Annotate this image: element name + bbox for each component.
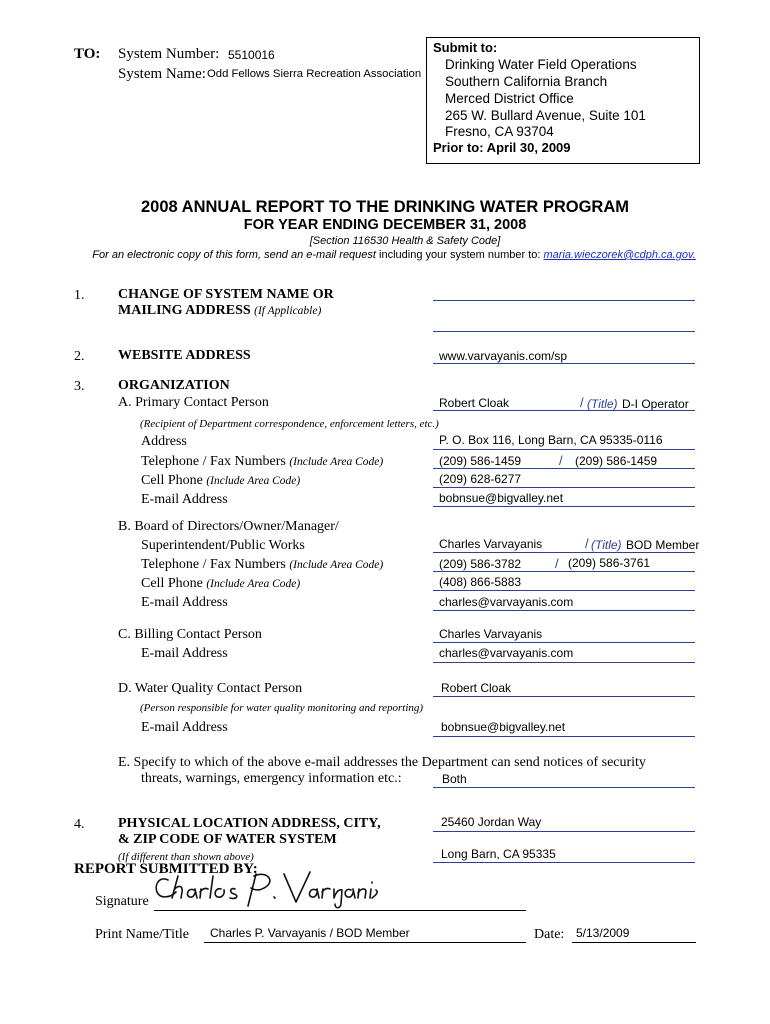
- notices-question: E. Specify to which of the above e-mail addresses the Department can send notices of security: [118, 755, 646, 770]
- email-value: charles@varvayanis.com: [439, 595, 574, 609]
- email-field[interactable]: [433, 506, 695, 507]
- board-contact-field[interactable]: [433, 552, 695, 553]
- notices-value: Both: [442, 772, 467, 786]
- cell-phone-label: [141, 576, 300, 592]
- date-field[interactable]: [572, 942, 696, 943]
- section-3-number: 3.: [74, 379, 85, 394]
- title-separator: /: [580, 395, 584, 410]
- telephone-value: (209) 586-1459: [439, 454, 522, 468]
- print-name-value: Charles P. Varvayanis / BOD Member: [210, 926, 410, 940]
- address-label: Address: [141, 434, 187, 449]
- water-quality-contact-name: Robert Cloak: [441, 681, 512, 695]
- board-contact-name: Charles Varvayanis: [439, 537, 543, 551]
- email-label: E-mail Address: [141, 720, 228, 735]
- submit-line: Merced District Office: [445, 91, 574, 106]
- email-field[interactable]: [433, 662, 695, 663]
- water-quality-contact-field[interactable]: [433, 696, 695, 697]
- to-label: TO:: [74, 46, 101, 62]
- physical-city-field[interactable]: [433, 862, 695, 863]
- report-submitted-heading: REPORT SUBMITTED BY:: [74, 861, 258, 877]
- email-label: E-mail Address: [141, 492, 228, 507]
- title-label: (Title): [591, 538, 622, 552]
- electronic-copy-instruction: [0, 249, 770, 261]
- section-reference: [Section 116530 Health & Safety Code]: [309, 235, 501, 247]
- water-quality-note: (Person responsible for water quality monitoring and reporting): [140, 702, 424, 714]
- fax-value: (209) 586-1459: [575, 454, 658, 468]
- telephone-value: (209) 586-3782: [439, 557, 522, 571]
- telephone-field[interactable]: [433, 468, 695, 469]
- mailing-address-field[interactable]: [433, 331, 695, 332]
- submit-line: Southern California Branch: [445, 74, 608, 89]
- system-name-value: Odd Fellows Sierra Recreation Association: [207, 68, 422, 80]
- email-value: bobnsue@bigvalley.net: [441, 720, 566, 734]
- website-value: www.varvayanis.com/sp: [439, 349, 568, 363]
- phone-separator: /: [555, 556, 559, 571]
- prior-to-date: Prior to: April 30, 2009: [433, 140, 571, 155]
- system-number-label: System Number:: [118, 46, 220, 62]
- submit-line: 265 W. Bullard Avenue, Suite 101: [445, 108, 646, 123]
- email-label: E-mail Address: [141, 646, 228, 661]
- cell-phone-label-text: Cell Phone: [141, 576, 203, 591]
- notices-question-2: threats, warnings, emergency information etc.:: [141, 771, 402, 786]
- telephone-fax-label: [141, 557, 383, 573]
- date-value: 5/13/2009: [576, 926, 630, 940]
- submit-line: Fresno, CA 93704: [445, 124, 554, 139]
- phone-separator: /: [559, 453, 563, 468]
- board-contact-title: BOD Member: [626, 538, 700, 552]
- website-label: WEBSITE ADDRESS: [118, 348, 251, 363]
- print-name-field[interactable]: [204, 942, 526, 943]
- system-name-label: System Name:: [118, 66, 206, 82]
- cell-phone-label: [141, 473, 300, 489]
- cell-phone-field[interactable]: [433, 487, 695, 488]
- area-code-note: (Include Area Code): [206, 475, 301, 487]
- physical-location-heading: PHYSICAL LOCATION ADDRESS, CITY,: [118, 816, 381, 831]
- primary-contact-field[interactable]: [433, 410, 695, 411]
- physical-address-field[interactable]: [433, 831, 695, 832]
- cell-phone-label-text: Cell Phone: [141, 473, 203, 488]
- title-label: (Title): [587, 397, 618, 411]
- address-field[interactable]: [433, 449, 695, 450]
- physical-address-value: 25460 Jordan Way: [441, 815, 542, 829]
- report-title: 2008 ANNUAL REPORT TO THE DRINKING WATER PROGRAM: [140, 198, 629, 216]
- email-field[interactable]: [433, 610, 695, 611]
- cell-phone-value: (209) 628-6277: [439, 472, 522, 486]
- print-name-label: Print Name/Title: [95, 927, 189, 942]
- handwritten-signature: [150, 868, 380, 912]
- area-code-note: (Include Area Code): [206, 578, 301, 590]
- notices-field[interactable]: [433, 787, 695, 788]
- primary-contact-title: D-I Operator: [622, 397, 689, 411]
- date-label: Date:: [534, 927, 565, 942]
- submit-heading: Submit to:: [433, 40, 498, 55]
- email-value: bobnsue@bigvalley.net: [439, 491, 564, 505]
- signature-label: Signature: [95, 894, 149, 909]
- system-number-value: 5510016: [228, 48, 275, 62]
- area-code-note: (Include Area Code): [289, 559, 384, 571]
- billing-contact-name: Charles Varvayanis: [439, 627, 543, 641]
- email-field[interactable]: [433, 736, 695, 737]
- address-value: P. O. Box 116, Long Barn, CA 95335-0116: [439, 433, 663, 447]
- signature-field[interactable]: [154, 910, 526, 911]
- fax-value: (209) 586-3761: [568, 556, 651, 570]
- telephone-fax-label: [141, 454, 383, 470]
- name-change-field[interactable]: [433, 300, 695, 301]
- instruction-part-b: including your system number to:: [375, 249, 544, 261]
- board-label: B. Board of Directors/Owner/Manager/: [118, 519, 339, 534]
- mailing-address-label: MAILING ADDRESS: [118, 303, 251, 318]
- cell-phone-value: (408) 866-5883: [439, 575, 522, 589]
- if-applicable-note: (If Applicable): [254, 305, 322, 317]
- organization-heading: ORGANIZATION: [118, 378, 230, 393]
- telephone-field[interactable]: [433, 571, 695, 572]
- email-label: E-mail Address: [141, 595, 228, 610]
- physical-location-heading-2: & ZIP CODE OF WATER SYSTEM: [118, 832, 337, 847]
- email-link[interactable]: maria.wieczorek@cdph.ca.gov.: [543, 249, 696, 261]
- title-separator: /: [585, 536, 589, 551]
- instruction-part-a: For an electronic copy of this form, send an e-mail request: [92, 249, 376, 261]
- website-field[interactable]: [433, 363, 695, 364]
- section-2-number: 2.: [74, 349, 85, 364]
- report-subtitle: FOR YEAR ENDING DECEMBER 31, 2008: [243, 217, 527, 233]
- water-quality-contact-label: D. Water Quality Contact Person: [118, 681, 303, 696]
- telephone-fax-label-text: Telephone / Fax Numbers: [141, 557, 286, 572]
- section-1-heading-2: [118, 303, 321, 319]
- primary-contact-name: Robert Cloak: [439, 396, 510, 410]
- billing-contact-label: C. Billing Contact Person: [118, 627, 262, 642]
- superintendent-label: Superintendent/Public Works: [141, 538, 305, 553]
- billing-contact-field[interactable]: [433, 642, 695, 643]
- cell-phone-field[interactable]: [433, 590, 695, 591]
- physical-city-value: Long Barn, CA 95335: [441, 847, 556, 861]
- primary-contact-label: A. Primary Contact Person: [118, 395, 269, 410]
- email-value: charles@varvayanis.com: [439, 646, 574, 660]
- area-code-note: (Include Area Code): [289, 456, 384, 468]
- submit-line: Drinking Water Field Operations: [445, 57, 637, 72]
- section-1-number: 1.: [74, 288, 85, 303]
- telephone-fax-label-text: Telephone / Fax Numbers: [141, 454, 286, 469]
- recipient-note: (Recipient of Department correspondence, enforcement letters, etc.): [140, 418, 439, 430]
- section-4-number: 4.: [74, 817, 85, 832]
- if-different-note: (If different than shown above): [118, 851, 254, 863]
- section-1-heading: CHANGE OF SYSTEM NAME OR: [118, 287, 334, 302]
